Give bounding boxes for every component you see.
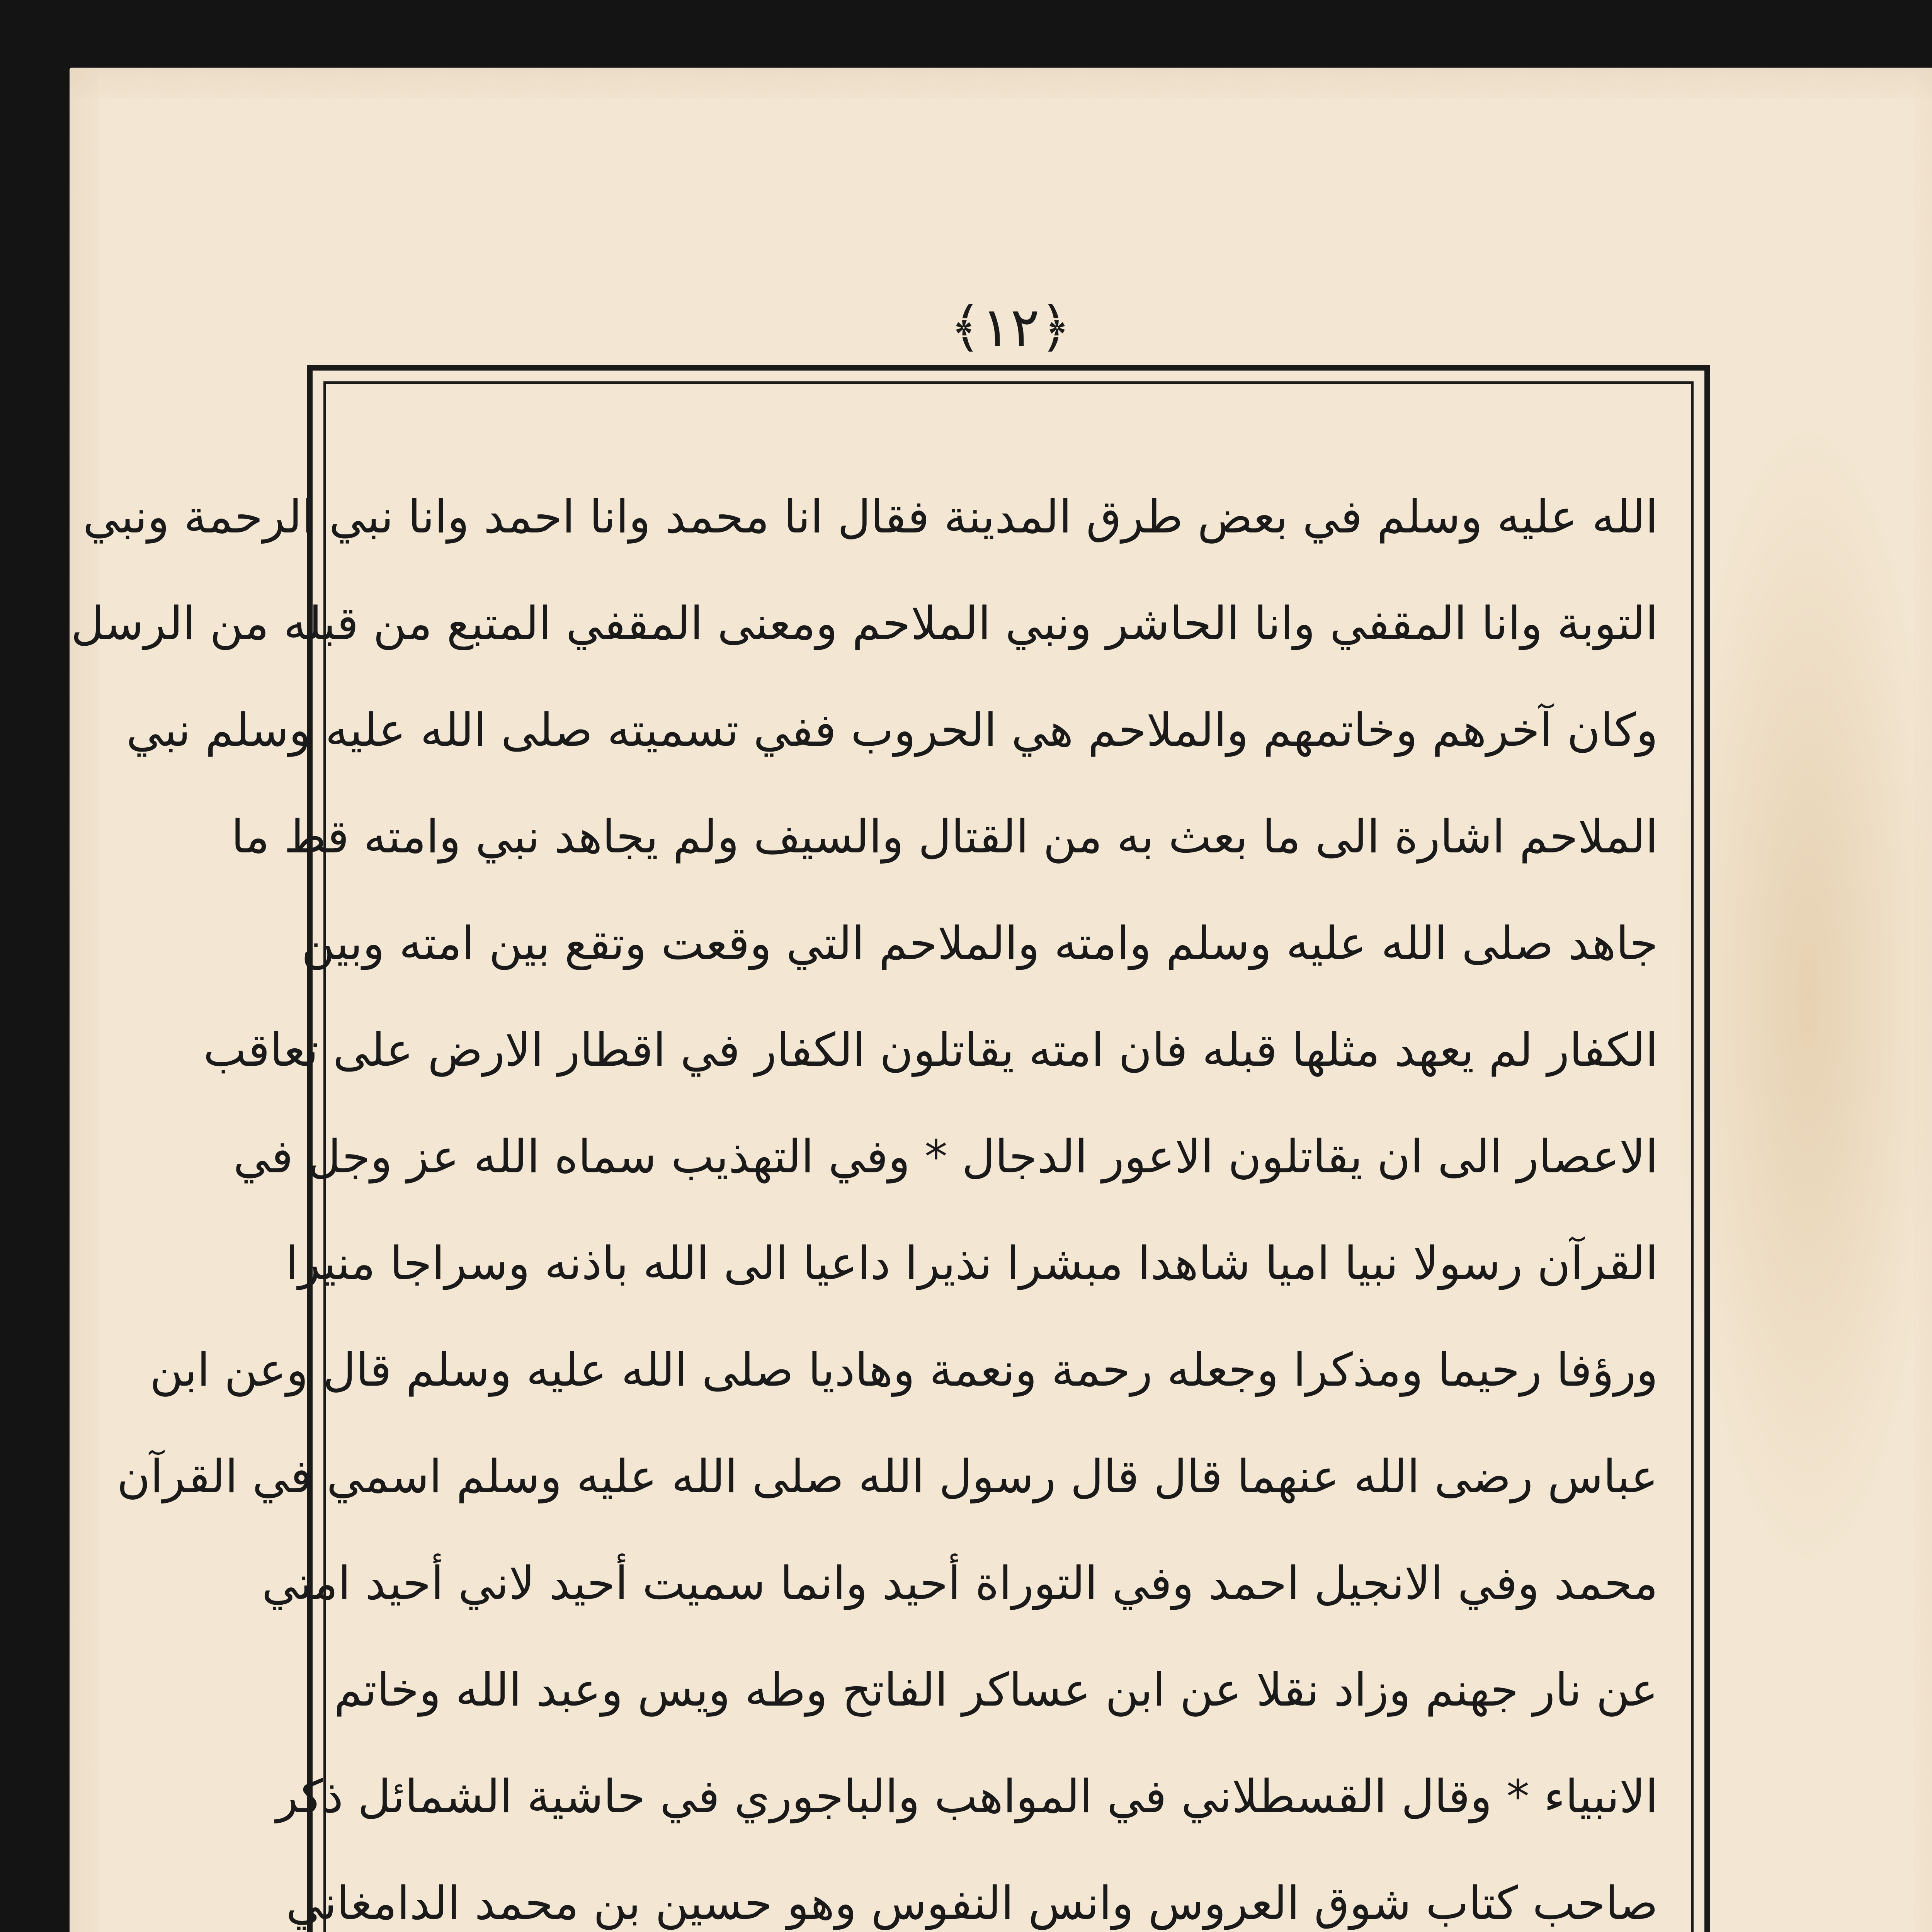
text-line: الله عليه وسلم في بعض طرق المدينة فقال انا محمد وانا احمد وانا نبي الرحمة ونبي (83, 490, 1658, 543)
text-line: الملاحم اشارة الى ما بعث به من القتال والسيف ولم يجاهد نبي وامته قط ما (231, 810, 1658, 863)
text-line: الكفار لم يعهد مثلها قبله فان امته يقاتلون الكفار في اقطار الارض على تعاقب (203, 1023, 1658, 1077)
text-line: الانبياء * وقال القسطلاني في المواهب والباجوري في حاشية الشمائل ذكر (276, 1770, 1658, 1823)
text-line: التوبة وانا المقفي وانا الحاشر ونبي الملاحم ومعنى المقفي المتبع من قبله من الرسل (71, 597, 1658, 650)
text-block (71, 463, 1658, 1932)
book-page (70, 68, 1932, 1932)
text-line: عن نار جهنم وزاد نقلا عن ابن عساكر الفاتح وطه ويس وعبد الله وخاتم (333, 1663, 1658, 1716)
text-line: عباس رضى الله عنهما قال قال رسول الله صلى الله عليه وسلم اسمي في القرآن (117, 1450, 1658, 1503)
text-line: صاحب كتاب شوق العروس وانس النفوس وهو حسين بن محمد الدامغاني (286, 1876, 1658, 1930)
page-number: ﴿١٢﴾ (949, 296, 1071, 359)
text-line: القرآن رسولا نبيا اميا شاهدا مبشرا نذيرا داعيا الى الله باذنه وسراجا منيرا (286, 1236, 1658, 1290)
text-line: وكان آخرهم وخاتمهم والملاحم هي الحروب ففي تسميته صلى الله عليه وسلم نبي (126, 703, 1658, 757)
paper-stain (1673, 415, 1932, 1575)
text-frame (71, 365, 1710, 1932)
text-line: ورؤفا رحيما ومذكرا وجعله رحمة ونعمة وهاديا صلى الله عليه وسلم قال وعن ابن (150, 1343, 1658, 1396)
text-line: محمد وفي الانجيل احمد وفي التوراة أحيد وانما سميت أحيد لاني أحيد امتي (262, 1556, 1658, 1610)
text-line: جاهد صلى الله عليه وسلم وامته والملاحم التي وقعت وتقع بين امته وبين (301, 917, 1658, 970)
text-line: الاعصار الى ان يقاتلون الاعور الدجال * وفي التهذيب سماه الله عز وجل في (233, 1130, 1658, 1183)
